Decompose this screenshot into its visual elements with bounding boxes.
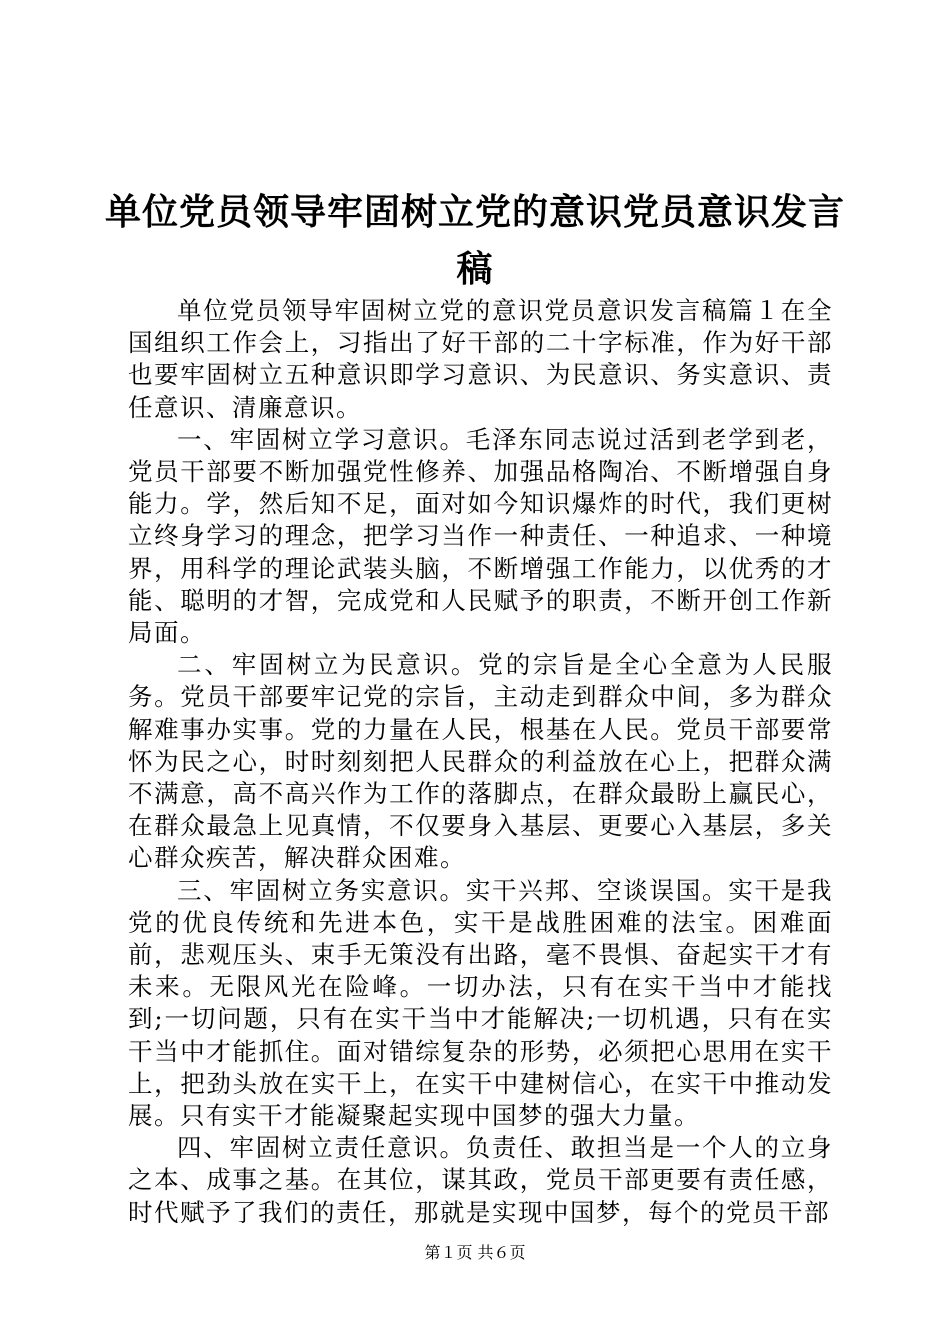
- document-title-line-1: 单位党员领导牢固树立党的意识党员意识发言: [104, 192, 845, 233]
- page-number-footer: 第１页 共６页: [424, 1243, 526, 1262]
- document-body: [128, 295, 833, 1229]
- document-title-line-2: 稿: [456, 249, 494, 290]
- paragraph-intro: 单位党员领导牢固树立党的意识党员意识发言稿篇１在全国组织工作会上，习指出了好干部的二十字标准，作为好干部也要牢固树立五种意识即学习意识、为民意识、务实意识、责任意识、清廉意识。: [128, 296, 833, 422]
- paragraph-practical-awareness: 三、牢固树立务实意识。实干兴邦、空谈误国。实干是我党的优良传统和先进本色，实干是战胜困难的法宝。困难面前，悲观压头、束手无策没有出路，毫不畏惧、奋起实干才有未来。无限风光在险峰。一切办法，只有在实干当中才能找到;一切问题，只有在实干当中才能解决;一切机遇，只有在实干当中才能抓住。面对错综复杂的形势，必须把心思用在实干上，把劲头放在实干上，在实干中建树信心，在实干中推动发展。只有实干才能凝聚起实现中国梦的强大力量。: [128, 875, 833, 1131]
- paragraph-responsibility-awareness: 四、牢固树立责任意识。负责任、敢担当是一个人的立身之本、成事之基。在其位，谋其政，党员干部更要有责任感，时代赋予了我们的责任，那就是实现中国梦，每个的党员干部: [128, 1133, 833, 1227]
- paragraph-people-awareness: 二、牢固树立为民意识。党的宗旨是全心全意为人民服务。党员干部要牢记党的宗旨，主动走到群众中间，多为群众解难事办实事。党的力量在人民，根基在人民。党员干部要常怀为民之心，时时刻刻把人民群众的利益放在心上，把群众满不满意，高不高兴作为工作的落脚点，在群众最盼上赢民心，在群众最急上见真情，不仅要身入基层、更要心入基层，多关心群众疾苦，解决群众困难。: [128, 650, 833, 873]
- paragraph-study-awareness: 一、牢固树立学习意识。毛泽东同志说过活到老学到老，党员干部要不断加强党性修养、加强品格陶冶、不断增强自身能力。学，然后知不足，面对如今知识爆炸的时代，我们更树立终身学习的理念，把学习当作一种责任、一种追求、一种境界，用科学的理论武装头脑，不断增强工作能力，以优秀的才能、聪明的才智，完成党和人民赋予的职责，不断开创工作新局面。: [128, 424, 833, 648]
